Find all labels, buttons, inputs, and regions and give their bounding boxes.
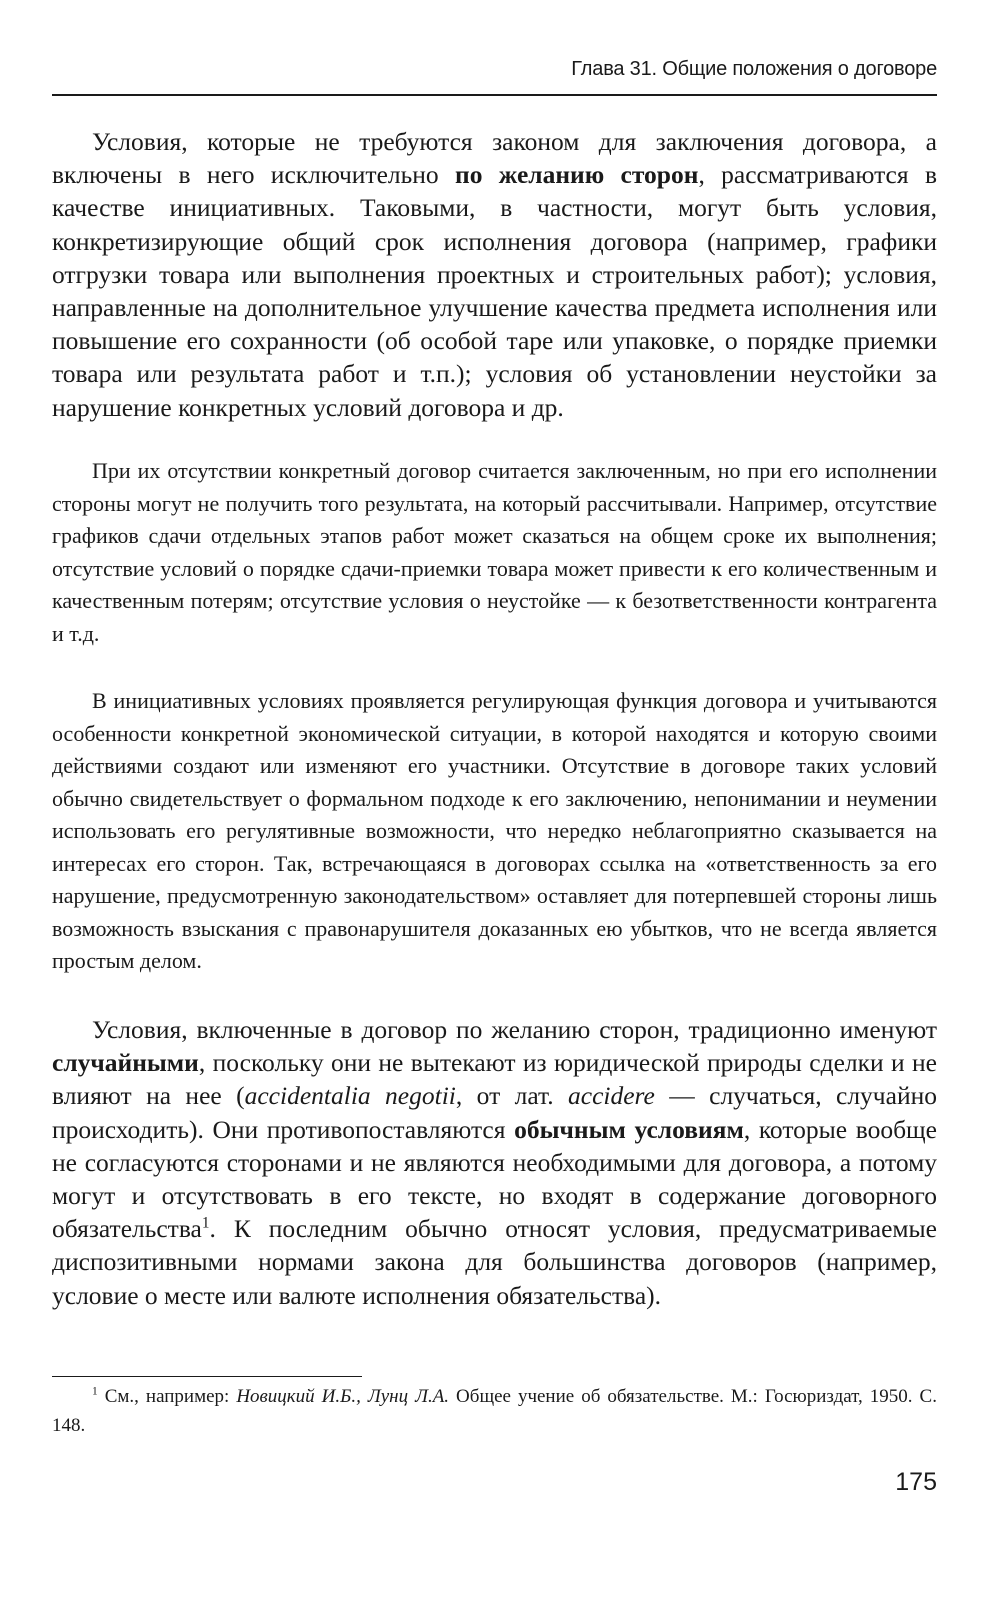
p1-bold-term: по желанию сторон [455, 160, 699, 190]
p4-bold-term-usual: обычным условиям [514, 1114, 744, 1144]
page-number: 175 [895, 1468, 937, 1496]
p4-text-c: , поскольку они не вытекают из юридической природы сделки и не влияют на нее ( [52, 1048, 937, 1111]
p4-text-g: — случаться, случайно происходить). Они противопоставляются [52, 1081, 937, 1144]
paragraph-accidental-conditions [52, 1013, 937, 1312]
p4-text-i: , которые вообще не согласуются сторонами и не являются необходимыми для договора, а потому могут и отсутствовать в его тексте, но входят в содержание договорного обязательства [52, 1114, 937, 1244]
p4-bold-term-random: случайными [52, 1048, 199, 1078]
paragraph-absence-consequences: При их отсутствии конкретный договор считается заключенным, но при его исполнении стороны могут не получить того результата, на который рассчитывали. Например, отсутствие графиков сдачи отдельных этапов работ может сказаться на общем сроке их выполнения; отсутствие условий о порядке сдачи-приемки товара может привести к его количественным и качественным потерям; отсутствие условия о неустойке — к безответственности контрагента и т.д. [52, 458, 937, 646]
header-divider [52, 94, 937, 96]
paragraph-regulating-function: В инициативных условиях проявляется регулирующая функция договора и учитываются особенности конкретной экономической ситуации, в которой находятся и которую своими действиями создают или изменяют его участники. Отсутствие в договоре таких условий обычно свидетельствует о формальном подходе к его заключению, непонимании и неумении использовать его регулятивные возможности, что нередко неблагоприятно сказывается на интересах его сторон. Так, встречающаяся в договорах ссылка на «ответственность за его нарушение, предусмотренную законодательством» оставляет для потерпевшей стороны лишь возможность взыскания с правонарушителя доказанных ею убытков, что не всегда является простым делом. [52, 688, 937, 973]
footnote-marker: 1 [92, 1385, 98, 1398]
running-header: Глава 31. Общие положения о договоре [571, 58, 937, 80]
p4-text-e: , от лат. [455, 1081, 568, 1111]
p1-text-a: Условия, которые не требуются законом для заключения договора, а включены в него исключительно [52, 127, 937, 190]
footnote-text-a: См., например: [97, 1386, 237, 1407]
p4-latin-term: accidentalia negotii [244, 1081, 456, 1111]
p4-text-j: . К последним обычно относят условия, предусматриваемые диспозитивными нормами закона для большинства договоров (например, условие о месте или валюте исполнения обязательства). [52, 1214, 937, 1310]
paragraph-initiative-conditions [52, 125, 937, 424]
p4-latin-verb: accidere [568, 1081, 655, 1111]
footnote-authors: Новицкий И.Б., Лунц Л.А. [236, 1386, 450, 1407]
p4-text-a: Условия, включенные в договор по желанию сторон, традиционно именуют [92, 1015, 937, 1044]
footnote-divider [52, 1376, 362, 1377]
footnote [52, 1382, 937, 1440]
p1-text-c: , рассматриваются в качестве инициативных. Таковыми, в частности, могут быть условия, конкретизирующие общий срок исполнения договора (например, графики отгрузки товара или выполнения проектных и строительных работ); условия, направленные на дополнительное улучшение качества предмета исполнения или повышение его сохранности (об особой таре или упаковке, о порядке приемки товара или результата работ и т.п.); условия об установлении неустойки за нарушение конкретных условий договора и др. [52, 160, 937, 422]
footnote-text-b: Общее учение об обязательстве. М.: Госюриздат, 1950. С. 148. [52, 1386, 937, 1436]
footnote-reference[interactable]: 1 [201, 1214, 210, 1232]
